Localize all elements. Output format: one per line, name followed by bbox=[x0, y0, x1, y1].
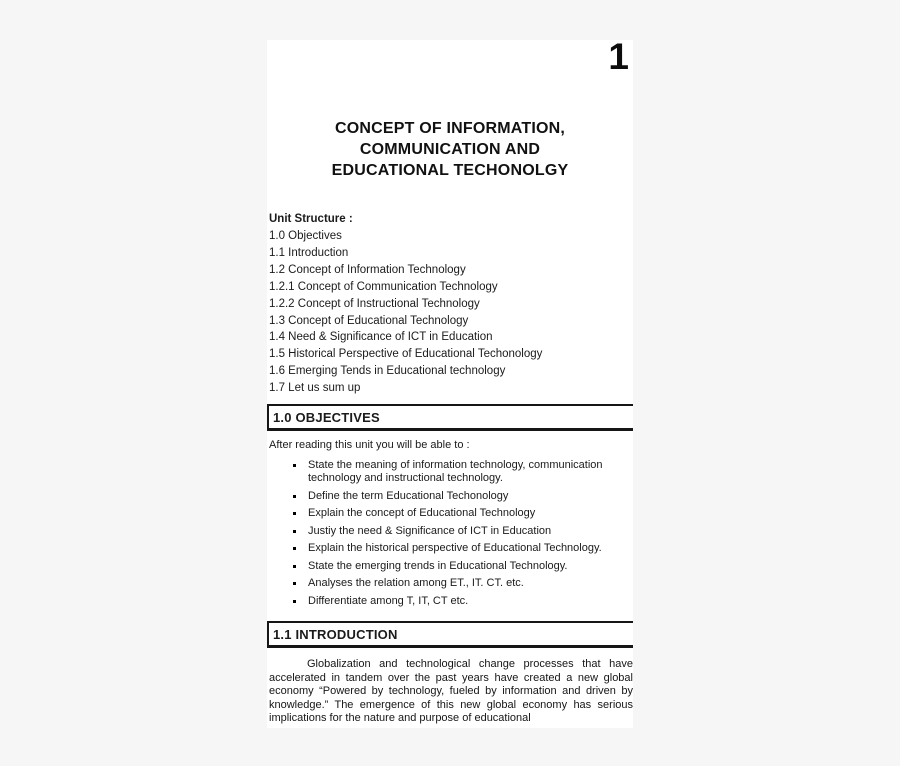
objective-item-text: Differentiate among T, IT, CT etc. bbox=[308, 594, 469, 607]
unit-structure-heading: Unit Structure : bbox=[269, 213, 353, 225]
document-title bbox=[267, 118, 633, 181]
objective-item bbox=[267, 507, 633, 521]
objective-item bbox=[267, 459, 633, 486]
objective-item bbox=[267, 490, 633, 504]
objective-item-text: State the emerging trends in Educational Technology. bbox=[308, 559, 568, 572]
objective-item-text: Define the term Educational Techonology bbox=[308, 489, 509, 502]
unit-structure-item: 1.2.2 Concept of Instructional Technology bbox=[269, 297, 480, 310]
objective-item-text: Explain the concept of Educational Technology bbox=[308, 507, 536, 520]
bullet-marker-icon bbox=[293, 547, 296, 550]
unit-structure-item: 1.7 Let us sum up bbox=[269, 382, 361, 395]
introduction-section-header: 1.1 INTRODUCTION bbox=[267, 621, 633, 648]
objective-item bbox=[267, 595, 633, 609]
document-title-line: COMMUNICATION AND bbox=[359, 141, 541, 158]
bullet-marker-icon bbox=[293, 464, 296, 467]
bullet-marker-icon bbox=[293, 530, 296, 533]
unit-structure-item: 1.2.1 Concept of Communication Technology bbox=[269, 280, 498, 293]
objective-item-text: Justiy the need & Significance of ICT in Education bbox=[308, 524, 552, 537]
unit-structure-item: 1.4 Need & Significance of ICT in Education bbox=[269, 331, 493, 344]
objectives-lead-text: After reading this unit you will be able to : bbox=[269, 439, 470, 452]
unit-structure-list bbox=[267, 228, 633, 397]
page-number: 1 bbox=[608, 36, 629, 77]
objective-item bbox=[267, 542, 633, 556]
unit-structure-item: 1.6 Emerging Tends in Educational technology bbox=[269, 365, 506, 378]
introduction-paragraph: Globalization and technological change processes that have accelerated in tandem over the past years have created a new global economy “Powered by technology, fueled by information and driven by knowledge.” The emergence of this new global economy has serious implications for the nature and purpose of educational bbox=[269, 658, 633, 725]
objectives-section-header: 1.0 OBJECTIVES bbox=[267, 404, 633, 431]
unit-structure-item: 1.3 Concept of Educational Technology bbox=[269, 314, 469, 327]
document-title-line: CONCEPT OF INFORMATION, bbox=[334, 120, 566, 137]
objective-item-text: Analyses the relation among ET., IT. CT. etc. bbox=[308, 577, 524, 590]
bullet-marker-icon bbox=[293, 582, 296, 585]
document-title-line: EDUCATIONAL TECHONOLGY bbox=[331, 162, 569, 179]
objective-item bbox=[267, 577, 633, 591]
unit-structure-item: 1.1 Introduction bbox=[269, 246, 349, 259]
bullet-marker-icon bbox=[293, 495, 296, 498]
bullet-marker-icon bbox=[293, 512, 296, 515]
objective-item bbox=[267, 525, 633, 539]
document-page bbox=[267, 36, 633, 728]
bullet-marker-icon bbox=[293, 600, 296, 603]
unit-structure-item: 1.5 Historical Perspective of Educational Techonology bbox=[269, 348, 543, 361]
unit-structure-item: 1.2 Concept of Information Technology bbox=[269, 263, 466, 276]
objective-item-text: Explain the historical perspective of Educational Technology. bbox=[308, 542, 602, 555]
objective-item bbox=[267, 560, 633, 574]
objective-item-text: State the meaning of information technology, communication technology and instructional technology. bbox=[308, 458, 603, 485]
unit-structure-item: 1.0 Objectives bbox=[269, 230, 342, 242]
objectives-list bbox=[267, 459, 633, 609]
bullet-marker-icon bbox=[293, 565, 296, 568]
